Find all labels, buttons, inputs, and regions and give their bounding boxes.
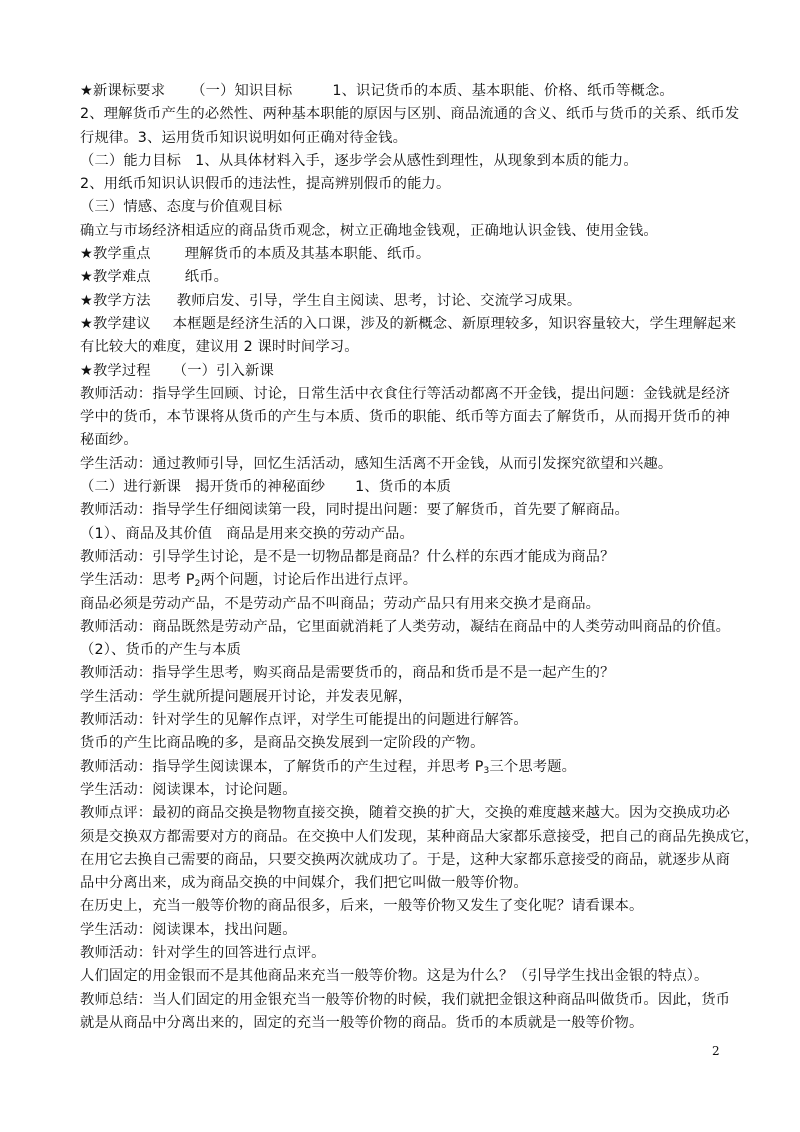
text-line-17 xyxy=(80,453,720,476)
text-line-38 xyxy=(80,942,720,965)
subheading-intro: （一）引入新课 xyxy=(172,362,274,379)
text-line-13 xyxy=(80,360,720,383)
text-line-15 xyxy=(80,406,731,429)
text-line-8 xyxy=(80,243,720,266)
subheading-emotion-goals: （三）情感、态度与价值观目标 xyxy=(80,199,283,216)
text-segment: 教师活动：针对学生的见解作点评，对学生可能提出的问题进行解答。 xyxy=(80,712,528,729)
text-segment: 教师点评：最初的商品交换是物物直接交换，随着交换的扩大，交换的难度越来越大。因为交换成功必 xyxy=(80,805,731,822)
text-segment: 1、从具体材料入手，逐步学会从感性到理性，从现象到本质的能力。 xyxy=(195,152,638,169)
text-line-30 xyxy=(80,756,720,779)
text-segment: 学生活动：阅读课本，讨论问题。 xyxy=(80,781,297,798)
text-line-12 xyxy=(80,336,720,359)
text-line-39 xyxy=(80,965,720,988)
text-line-28 xyxy=(80,709,720,732)
text-segment: 教师总结：当人们固定的用金银充当一般等价物的时候，我们就把金银这种商品叫做货币。因此，货币 xyxy=(80,991,731,1008)
section-heading-key-points: ★教学重点 xyxy=(80,246,151,263)
text-segment: 在用它去换自己需要的商品，只要交换两次就成功了。于是，这种大家都乐意接受的商品，就逐步从商 xyxy=(80,851,731,868)
text-segment: 确立与市场经济相适应的商品货币观念，树立正确地金钱观，正确地认识金钱、使用金钱。 xyxy=(80,222,658,239)
page-number: 2 xyxy=(712,1044,720,1058)
text-segment: 1、识记货币的本质、基本职能、价格、纸币等概念。 xyxy=(332,83,674,99)
text-segment: 在历史上，充当一般等价物的商品很多，后来，一般等价物又发生了变化呢？请看课本。 xyxy=(80,898,644,915)
text-segment: 三个思考题。 xyxy=(489,758,577,775)
subheading-knowledge-goals: （一）知识目标 xyxy=(191,83,293,99)
text-line-3 xyxy=(80,127,720,150)
text-line-21 xyxy=(80,546,720,569)
text-segment: 教师活动：指导学生回顾、讨论，日常生活中衣食住行等活动都离不开金钱，提出问题：金钱就是经济 xyxy=(80,385,731,402)
text-line-4 xyxy=(80,150,720,173)
subheading-origin-essence: （2）、货币的产生与本质 xyxy=(80,642,242,659)
text-line-7 xyxy=(80,220,720,243)
text-line-29 xyxy=(80,732,720,755)
text-segment: 学生活动：阅读课本，找出问题。 xyxy=(80,921,297,938)
text-line-10 xyxy=(80,290,720,313)
text-segment: 教师活动：针对学生的回答进行点评。 xyxy=(80,944,326,961)
text-line-5 xyxy=(80,173,720,196)
text-line-40 xyxy=(80,989,731,1012)
text-line-18 xyxy=(80,476,720,499)
text-segment: 教师活动：商品既然是劳动产品，它里面就消耗了人类劳动，凝结在商品中的人类劳动叫商品的价值。 xyxy=(80,618,731,635)
text-line-9 xyxy=(80,266,720,289)
text-segment: 须是交换双方都需要对方的商品。在交换中人们发现，某种商品大家都乐意接受，把自己的商品先换成它， xyxy=(80,828,759,845)
text-line-11 xyxy=(80,313,737,336)
text-segment: 教师活动：指导学生阅读课本，了解货币的产生过程，并思考 P xyxy=(80,758,484,775)
text-line-25 xyxy=(80,639,720,662)
subheading-new-lesson: （二）进行新课 xyxy=(80,479,182,496)
text-line-34 xyxy=(80,849,731,872)
page-body xyxy=(80,80,759,1035)
text-line-35 xyxy=(80,872,720,895)
text-segment: 学中的货币，本节课将从货币的产生与本质、货币的职能、纸币等方面去了解货币，从而揭开货币的神 xyxy=(80,409,731,426)
text-line-1 xyxy=(80,80,720,103)
text-line-36 xyxy=(80,895,720,918)
text-segment: 学生活动：学生就所提问题展开讨论，并发表见解， xyxy=(80,688,413,705)
section-heading-methods: ★教学方法 xyxy=(80,292,151,309)
text-segment: 有比较大的难度，建议用 2 课时时间学习。 xyxy=(80,339,359,356)
section-heading-process: ★教学过程 xyxy=(80,362,151,379)
text-segment: 就是从商品中分离出来的，固定的充当一般等价物的商品。货币的本质就是一般等价物。 xyxy=(80,1014,644,1031)
subheading-essence: 1、货币的本质 xyxy=(355,479,452,496)
text-segment: 理解货币的本质及其基本职能、纸币。 xyxy=(184,246,431,263)
text-line-32 xyxy=(80,802,731,825)
subheading-ability-goals: （二）能力目标 xyxy=(80,152,182,169)
subheading-unveil-currency: 揭开货币的神秘面纱 xyxy=(195,479,326,496)
text-segment: 教师活动：指导学生仔细阅读第一段，同时提出问题：要了解货币，首先要了解商品。 xyxy=(80,502,629,519)
section-heading-curriculum: ★新课标要求 xyxy=(80,83,166,99)
subscript: 3 xyxy=(483,765,490,776)
section-heading-difficulties: ★教学难点 xyxy=(80,269,151,286)
text-segment: 学生活动：通过教师引导，回忆生活活动，感知生活离不开金钱，从而引发探究欲望和兴趣。 xyxy=(80,455,673,472)
section-heading-suggestions: ★教学建议 xyxy=(80,315,151,332)
text-line-27 xyxy=(80,686,720,709)
text-segment: 货币的产生比商品晚的多，是商品交换发展到一定阶段的产物。 xyxy=(80,735,485,752)
text-line-20 xyxy=(80,523,720,546)
text-segment: 2、理解货币产生的必然性、两种基本职能的原因与区别、商品流通的含义、纸币与货币的关系、纸币发 xyxy=(80,106,740,123)
text-line-16 xyxy=(80,429,720,452)
text-line-2 xyxy=(80,103,740,126)
text-segment: 2、用纸币知识认识假币的违法性，提高辨别假币的能力。 xyxy=(80,176,451,193)
text-segment: 教师活动：引导学生讨论，是不是一切物品都是商品？什么样的东西才能成为商品？ xyxy=(80,548,615,565)
text-segment: 品中分离出来，成为商品交换的中间媒介，我们把它叫做一般等价物。 xyxy=(80,875,528,892)
text-segment: 商品必须是劳动产品，不是劳动产品不叫商品；劳动产品只有用来交换才是商品。 xyxy=(80,595,601,612)
text-segment: 纸币。 xyxy=(184,269,229,286)
text-segment: 教师活动：指导学生思考，购买商品是需要货币的，商品和货币是不是一起产生的？ xyxy=(80,665,615,682)
text-segment: 教师启发、引导，学生自主阅读、思考，讨论、交流学习成果。 xyxy=(176,292,582,309)
text-line-37 xyxy=(80,919,720,942)
text-line-19 xyxy=(80,499,720,522)
text-segment: 本框题是经济生活的入口课，涉及的新概念、新原理较多，知识容量较大，学生理解起来 xyxy=(172,315,737,332)
text-segment: 行规律。3、运用货币知识说明如何正确对待金钱。 xyxy=(80,129,408,146)
text-segment: 学生活动：思考 P xyxy=(80,572,195,589)
subscript: 2 xyxy=(194,579,201,590)
text-segment: 人们固定的用金银而不是其他商品来充当一般等价物。这是为什么？（引导学生找出金银的特点）。 xyxy=(80,968,709,985)
text-line-26 xyxy=(80,662,720,685)
text-line-6 xyxy=(80,196,720,219)
text-line-22 xyxy=(80,569,720,592)
subheading-commodity-value: （1）、商品及其价值 xyxy=(80,525,213,542)
text-line-31 xyxy=(80,779,720,802)
text-line-23 xyxy=(80,593,720,616)
text-segment: 秘面纱。 xyxy=(80,432,138,449)
text-segment: 商品是用来交换的劳动产品。 xyxy=(226,525,414,542)
text-segment: 两个问题，讨论后作出进行点评。 xyxy=(200,572,418,589)
text-line-33 xyxy=(80,826,759,849)
text-line-41 xyxy=(80,1012,720,1035)
text-line-24 xyxy=(80,616,731,639)
text-line-14 xyxy=(80,383,731,406)
